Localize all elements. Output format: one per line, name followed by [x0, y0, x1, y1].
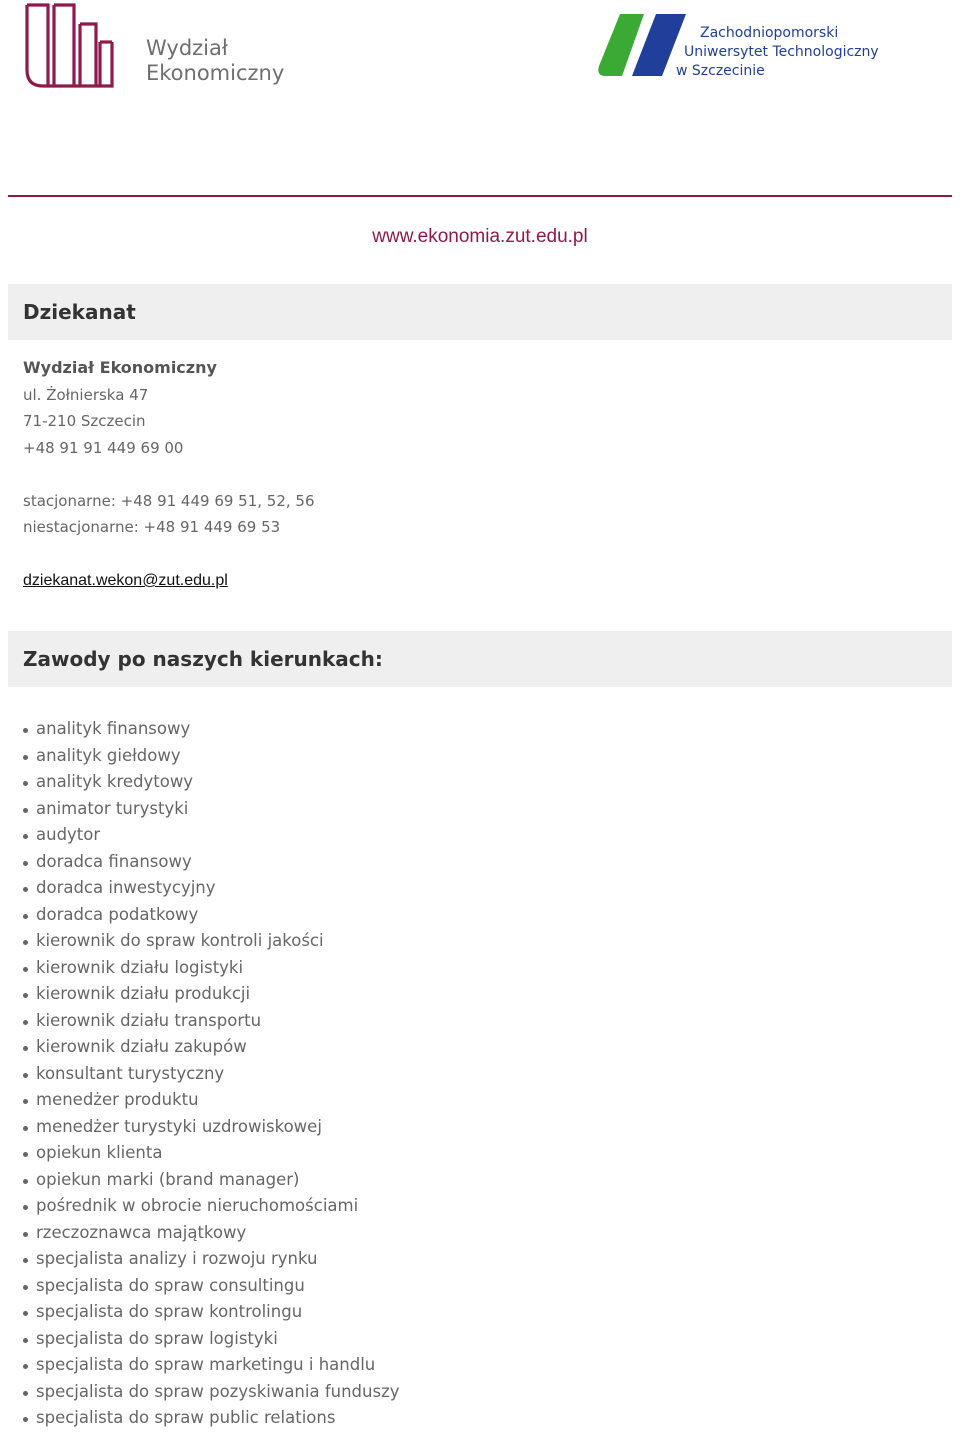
list-item: opiekun marki (brand manager): [20, 1167, 400, 1194]
list-item: analityk finansowy: [20, 716, 400, 743]
list-item: pośrednik w obrocie nieruchomościami: [20, 1193, 400, 1220]
list-item: opiekun klienta: [20, 1140, 400, 1167]
city-address: 71-210 Szczecin: [23, 412, 146, 430]
list-item: kierownik do spraw kontroli jakości: [20, 928, 400, 955]
email-link[interactable]: dziekanat.wekon@zut.edu.pl: [23, 572, 228, 589]
professions-list: [20, 716, 400, 1432]
dziekanat-section-header: [8, 284, 952, 340]
list-item: specjalista do spraw logistyki: [20, 1326, 400, 1353]
dziekanat-contact: [23, 355, 623, 595]
list-item: kierownik działu logistyki: [20, 955, 400, 982]
professions-section-header: [8, 631, 952, 687]
list-item: kierownik działu transportu: [20, 1008, 400, 1035]
list-item: konsultant turystyczny: [20, 1061, 400, 1088]
contact-gap: [23, 461, 623, 488]
phone-main: +48 91 91 449 69 00: [23, 438, 184, 457]
phone-part-time: niestacjonarne: +48 91 449 69 53: [23, 518, 281, 536]
list-item: rzeczoznawca majątkowy: [20, 1220, 400, 1247]
list-item: analityk giełdowy: [20, 743, 400, 770]
list-item: kierownik działu produkcji: [20, 981, 400, 1008]
list-item: specjalista do spraw kontrolingu: [20, 1299, 400, 1326]
contact-gap-2: [23, 541, 623, 568]
list-item: specjalista do spraw public relations: [20, 1405, 400, 1432]
list-item: specjalista analizy i rozwoju rynku: [20, 1246, 400, 1273]
university-wordmark-line2: Uniwersytet Technologiczny: [684, 44, 879, 60]
professions-heading: Zawody po naszych kierunkach:: [23, 647, 383, 671]
zut-stripes-logo-icon: [596, 12, 688, 78]
university-wordmark: [676, 24, 879, 81]
faculty-wordmark: [146, 36, 284, 86]
org-name: Wydział Ekonomiczny: [23, 358, 217, 377]
list-item: menedżer produktu: [20, 1087, 400, 1114]
faculty-logo: [24, 2, 294, 94]
phone-full-time: stacjonarne: +48 91 449 69 51, 52, 56: [23, 491, 315, 510]
university-wordmark-line3: w Szczecinie: [676, 63, 765, 79]
site-link[interactable]: www.ekonomia.zut.edu.pl: [372, 226, 588, 247]
list-item: specjalista do spraw pozyskiwania funduszy: [20, 1379, 400, 1406]
list-item: doradca finansowy: [20, 849, 400, 876]
list-item: audytor: [20, 822, 400, 849]
faculty-building-logo-icon: [24, 2, 116, 90]
university-logo: [596, 12, 916, 82]
list-item: doradca inwestycyjny: [20, 875, 400, 902]
list-item: menedżer turystyki uzdrowiskowej: [20, 1114, 400, 1141]
list-item: analityk kredytowy: [20, 769, 400, 796]
list-item: animator turystyki: [20, 796, 400, 823]
list-item: doradca podatkowy: [20, 902, 400, 929]
list-item: kierownik działu zakupów: [20, 1034, 400, 1061]
header-divider: [8, 195, 952, 197]
street-address: ul. Żołnierska 47: [23, 385, 149, 404]
dziekanat-heading: Dziekanat: [23, 300, 136, 324]
list-item: specjalista do spraw marketingu i handlu: [20, 1352, 400, 1379]
faculty-wordmark-line1: Wydział: [146, 36, 228, 60]
faculty-wordmark-line2: Ekonomiczny: [146, 61, 285, 85]
list-item: specjalista do spraw consultingu: [20, 1273, 400, 1300]
university-wordmark-line1: Zachodniopomorski: [700, 25, 839, 41]
